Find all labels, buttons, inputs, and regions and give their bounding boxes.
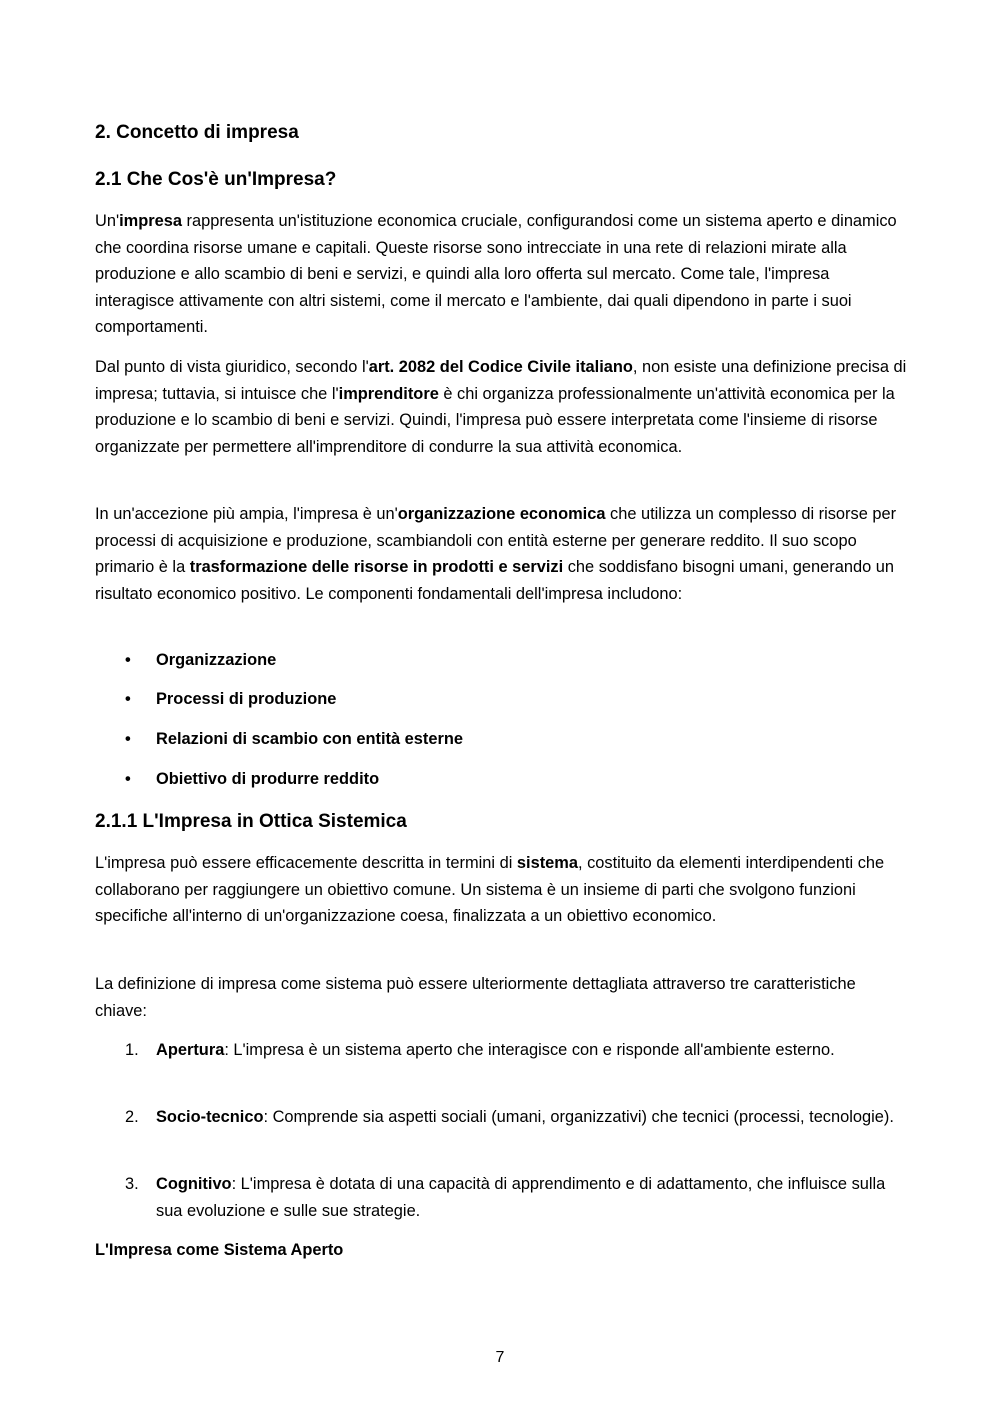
bullet-icon: • — [125, 730, 131, 748]
bold-term: sistema — [516, 854, 578, 872]
bullet-icon: • — [125, 651, 131, 669]
text-run: che soddisfano bisogni umani, generando un risultato economico positivo. Le componenti fondamentali dell'impresa includono: — [95, 558, 894, 603]
list-number: 3. — [125, 1175, 139, 1193]
text-run: In un'accezione più ampia, l'impresa è un' — [95, 505, 398, 523]
text-run: : L'impresa è dotata di una capacità di apprendimento e di adattamento, che influisce sulla sua evoluzione e sulle sue strategie. — [156, 1175, 886, 1220]
text-run: rappresenta un'istituzione economica cruciale, configurandosi come un sistema aperto e dinamico che coordina risorse umane e capitali. Queste risorse sono intrecciate in una rete di relazioni mirate alla produzione e allo scambio di beni e servizi, e quindi alla loro offerta sul mercato. Come tale, l'impresa interagisce attivamente con altri sistemi, come il mercato e l'ambiente, dai quali dipendono in parte i suoi comportamenti. — [95, 212, 897, 336]
list-item-label: Processi di produzione — [156, 690, 337, 708]
subsubsection-heading: 2.1.1 L'Impresa in Ottica Sistemica — [95, 811, 407, 832]
text-run: Dal punto di vista giuridico, secondo l' — [95, 358, 369, 376]
list-item-label: Obiettivo di produrre reddito — [156, 770, 380, 788]
bullet-icon: • — [125, 770, 131, 788]
subsection-heading: 2.1 Che Cos'è un'Impresa? — [95, 169, 337, 190]
bold-term: trasformazione delle risorse in prodotti e servizi — [189, 558, 564, 576]
text-run: è chi organizza professionalmente un'attività economica per la produzione e lo scambio di beni e servizi. Quindi, l'impresa può essere interpretata come l'insieme di risorse organizzate per permettere all'imprenditore di condurre la sua attività economica. — [95, 384, 895, 456]
list-item-label: Organizzazione — [156, 651, 277, 669]
bold-term: art. 2082 del Codice Civile italiano — [368, 358, 633, 376]
bold-term: imprenditore — [338, 384, 439, 403]
section-heading: 2. Concetto di impresa — [95, 122, 299, 143]
list-item-label: Relazioni di scambio con entità esterne — [156, 730, 463, 748]
paragraph-broad-definition — [95, 501, 907, 607]
text-run: che utilizza un complesso di risorse per processi di acquisizione e produzione, scambiandoli con entità esterne per generare reddito. Il suo scopo primario è la — [95, 505, 897, 576]
text-run: : Comprende sia aspetti sociali (umani, organizzativi) che tecnici (processi, tecnologie). — [263, 1108, 894, 1126]
list-number: 1. — [125, 1041, 139, 1059]
list-item-text — [156, 1171, 896, 1224]
text-run: : L'impresa è un sistema aperto che interagisce con e risponde all'ambiente esterno. — [224, 1041, 835, 1059]
bold-term: Cognitivo — [156, 1175, 232, 1193]
list-item-text — [156, 1104, 896, 1131]
text-run: L'impresa può essere efficacemente descritta in termini di — [95, 854, 517, 872]
list-item-text — [156, 1037, 896, 1064]
subheading-open-system: L'Impresa come Sistema Aperto — [95, 1241, 344, 1259]
text-run: , non esiste una definizione precisa di impresa; tuttavia, si intuisce che l' — [95, 358, 907, 403]
page-number: 7 — [495, 1349, 505, 1366]
paragraph-system-view — [95, 850, 907, 930]
list-number: 2. — [125, 1108, 139, 1126]
paragraph-legal-definition — [95, 354, 907, 460]
bold-term: impresa — [119, 212, 182, 230]
paragraph-impresa-definition — [95, 208, 907, 341]
text-run: Un' — [95, 212, 120, 230]
bold-term: organizzazione economica — [397, 505, 606, 523]
paragraph-characteristics-intro: La definizione di impresa come sistema può essere ulteriormente dettagliata attraverso tre caratteristiche chiave: — [95, 975, 856, 1020]
bullet-icon: • — [125, 690, 131, 708]
text-run: , costituito da elementi interdipendenti che collaborano per raggiungere un obiettivo comune. Un sistema è un insieme di parti che svolgono funzioni specifiche all'interno di un'organizzazione coesa, finalizzata a un obiettivo economico. — [95, 854, 885, 925]
bold-term: Socio-tecnico — [156, 1108, 264, 1126]
bold-term: Apertura — [156, 1041, 225, 1059]
